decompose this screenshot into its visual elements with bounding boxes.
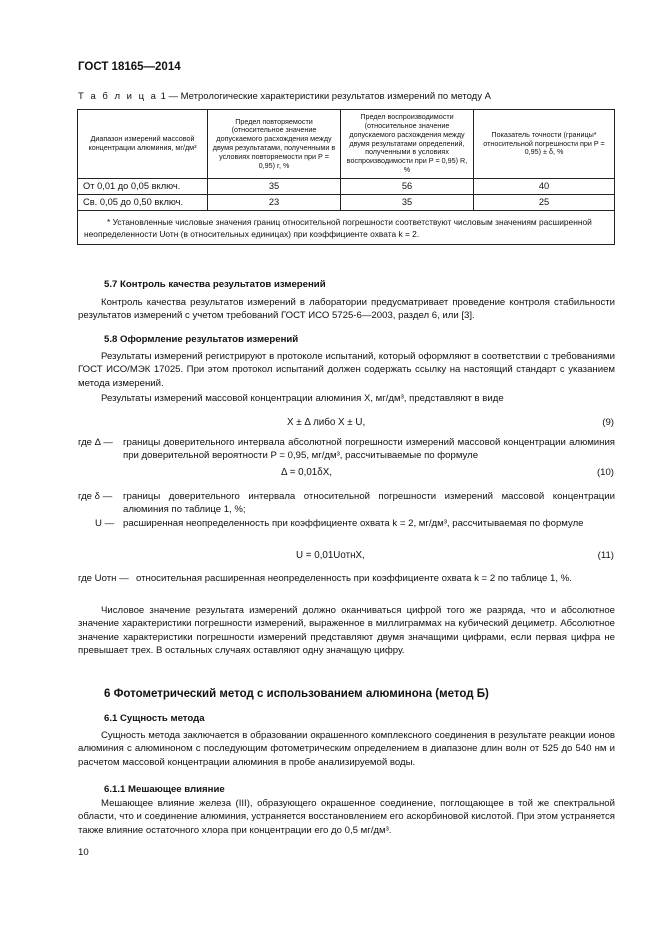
numeric-value-paragraph: Числовое значение результата измерений должно оканчиваться цифрой того же разряда, что и абсолютное значение характеристики погрешности измерений, выраженное в миллиграммах на кубический дециметр. Абсолютное значение характеристики погрешности измерений представляют двумя значащими цифрами, если первая цифра не превышает трех. В остальных случаях оставляют одну значащую цифру. — [78, 605, 615, 657]
table-header-row — [78, 110, 615, 179]
table-note-row — [78, 211, 615, 245]
section-5-8-text2: Результаты измерений массовой концентрации алюминия X, мг/дм³, представляют в виде — [101, 393, 504, 404]
table-header-cell: Диапазон измерений массовой концентрации алюминия, мг/дм³ — [78, 110, 208, 179]
section-6-1-title: 6.1 Сущность метода — [104, 713, 205, 724]
formula-10: Δ = 0,01δX, — [281, 467, 332, 478]
section-6-1-text: Сущность метода заключается в образовании окрашенного комплексного соединения в результате реакции ионов алюминия с алюминоном с последующим фотометрическим определением в диапазоне длин волн от 525 до 540 нм и расчетом массовой концентрации алюминия в пробе анализируемой воды. — [78, 730, 615, 768]
equation-number-10: (10) — [596, 467, 614, 478]
table-cell: От 0,01 до 0,05 включ. — [78, 179, 208, 195]
table-cell: 56 — [341, 179, 474, 195]
where-uotn-label: где Uотн — — [78, 573, 129, 584]
where-delta-text: границы доверительного интервала абсолютной погрешности измерений массовой концентрации алюминия при доверительной вероятности P = 0,95, мг/дм³, рассчитываемые по формуле — [123, 437, 615, 462]
equation-number-11: (11) — [597, 550, 614, 561]
equation-number-9: (9) — [602, 417, 614, 428]
page-number: 10 — [78, 847, 89, 858]
where-u-text: расширенная неопределенность при коэффициенте охвата k = 2, мг/дм³, рассчитываемая по формуле — [123, 518, 584, 529]
where-delta-label: где Δ — — [78, 437, 113, 448]
table-row — [78, 179, 615, 195]
table-cell: 35 — [208, 179, 341, 195]
section-5-7-title: 5.7 Контроль качества результатов измерений — [104, 279, 326, 290]
table-cell: Св. 0,05 до 0,50 включ. — [78, 195, 208, 211]
table-row — [78, 195, 615, 211]
section-6-title: 6 Фотометрический метод с использованием алюминона (метод Б) — [104, 688, 489, 700]
metrology-table — [77, 109, 615, 245]
table-caption — [78, 91, 491, 102]
where-sdelta-label: где δ — — [78, 491, 113, 502]
section-5-8-text: Результаты измерений регистрируют в протоколе испытаний, который оформляют в соответствии с требованиями ГОСТ ИСО/МЭК 17025. При этом протокол испытаний должен содержать ссылку на настоящий стандарт с указанием метода измерений. — [78, 351, 615, 389]
where-u-label: U — — [95, 518, 115, 529]
table-cell: 40 — [474, 179, 615, 195]
formula-11: U = 0,01UотнX, — [296, 550, 365, 561]
section-5-7-text: Контроль качества результатов измерений в лаборатории предусматривает проведение контроля стабильности результатов измерений с учетом требований ГОСТ ИСО 5725-6—2003, раздел 6, или [3]. — [78, 297, 615, 322]
section-5-8-title: 5.8 Оформление результатов измерений — [104, 334, 299, 345]
table-header-cell: Показатель точности (границы* относительной погрешности при P = 0,95) ± δ, % — [474, 110, 615, 179]
formula-9: X ± Δ либо X ± U, — [287, 417, 366, 428]
table-cell: 35 — [341, 195, 474, 211]
section-6-1-1-title: 6.1.1 Мешающее влияние — [104, 784, 225, 795]
table-caption-text: 1 — Метрологические характеристики результатов измерений по методу А — [160, 91, 491, 102]
document-header: ГОСТ 18165—2014 — [78, 61, 181, 73]
table-footnote: * Установленные числовые значения границ относительной погрешности соответствуют числовым значениям расширенной неопределенности Uотн (в относительных единицах) при коэффициенте охвата k = 2. — [78, 211, 615, 245]
table-caption-prefix: Т а б л и ц а — [78, 91, 158, 102]
table-cell: 25 — [474, 195, 615, 211]
section-6-1-1-text: Мешающее влияние железа (III), образующего окрашенное соединение, поглощающее в той же спектральной области, что и соединение алюминия, устраняется восстановлением его аскорбиновой кислотой. При этом устраняется также влияние остаточного хлора при концентрации его до 0,5 мг/дм³. — [78, 798, 615, 836]
table-header-cell: Предел воспроизводимости (относительное значение допускаемого расхождения между двумя результатами определений, полученными в условиях воспроизводимости при P = 0,95) R, % — [341, 110, 474, 179]
table-header-cell: Предел повторяемости (относительное значение допускаемого расхождения между двумя результатами, полученными в условиях повторяемости при P = 0,95) r, % — [208, 110, 341, 179]
where-uotn-text: относительная расширенная неопределенность при коэффициенте охвата k = 2 по таблице 1, %. — [136, 573, 572, 584]
where-sdelta-text: границы доверительного интервала относительной погрешности измерений массовой концентрации алюминия по таблице 1, %; — [123, 491, 615, 516]
table-cell: 23 — [208, 195, 341, 211]
